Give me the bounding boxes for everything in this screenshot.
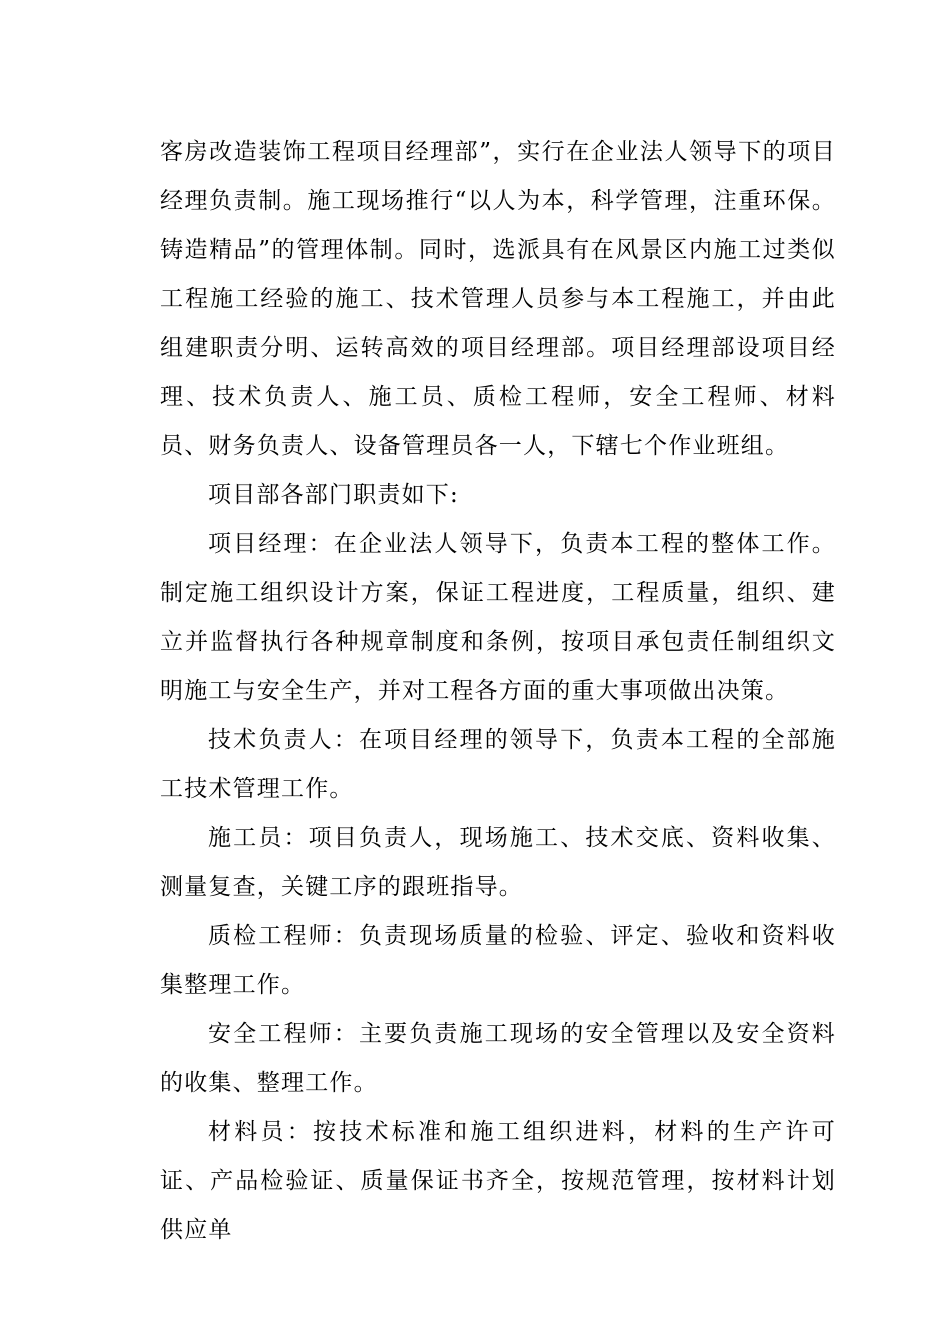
paragraph-quality-engineer: 质检工程师：负责现场质量的检验、评定、验收和资料收集整理工作。	[160, 923, 836, 998]
paragraph-technical-lead: 技术负责人：在项目经理的领导下，负责本工程的全部施工技术管理工作。	[160, 727, 836, 802]
paragraph-construction-officer: 施工员：项目负责人，现场施工、技术交底、资料收集、测量复查，关键工序的跟班指导。	[160, 825, 836, 900]
paragraph-project-department-intro: 客房改造装饰工程项目经理部”，实行在企业法人领导下的项目经理负责制。施工现场推行“以人为本，科学管理，注重环保。铸造精品”的管理体制。同时，选派具有在风景区内施工过类似工程施工经验的施工、技术管理人员参与本工程施工，并由此组建职责分明、运转高效的项目经理部。项目经理部设项目经理、技术负责人、施工员、质检工程师，安全工程师、材料员、财务负责人、设备管理员各一人，下辖七个作业班组。	[160, 139, 836, 459]
document-page	[160, 128, 836, 1255]
paragraph-safety-engineer: 安全工程师：主要负责施工现场的安全管理以及安全资料的收集、整理工作。	[160, 1021, 836, 1096]
paragraph-duties-heading: 项目部各部门职责如下:	[208, 482, 459, 508]
paragraph-materials-officer: 材料员：按技术标准和施工组织进料，材料的生产许可证、产品检验证、质量保证书齐全，按规范管理，按材料计划供应单	[160, 1119, 836, 1243]
paragraph-project-manager: 项目经理：在企业法人领导下，负责本工程的整体工作。制定施工组织设计方案，保证工程进度，工程质量，组织、建立并监督执行各种规章制度和条例，按项目承包责任制组织文明施工与安全生产，并对工程各方面的重大事项做出决策。	[160, 531, 836, 704]
